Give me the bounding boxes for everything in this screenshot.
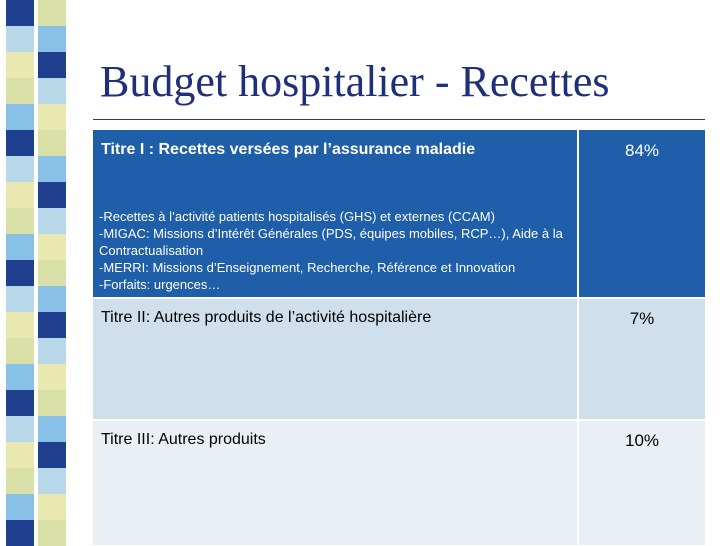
decorative-square xyxy=(38,26,66,52)
decorative-square xyxy=(6,260,34,286)
decorative-square xyxy=(38,234,66,260)
table-row xyxy=(93,299,705,419)
row-value: 7% xyxy=(629,309,655,328)
detail-line: -Recettes à l’activité patients hospitalisés (GHS) et externes (CCAM) xyxy=(99,209,495,224)
decorative-square xyxy=(38,130,66,156)
decorative-square xyxy=(6,0,34,26)
decorative-square xyxy=(6,104,34,130)
detail-line: -Forfaits: urgences… xyxy=(99,277,221,292)
row-details xyxy=(93,159,577,297)
decorative-square xyxy=(38,0,66,26)
decorative-square xyxy=(38,52,66,78)
decorative-square xyxy=(38,338,66,364)
decorative-square xyxy=(6,312,34,338)
decorative-square xyxy=(38,104,66,130)
title-underline xyxy=(93,119,705,120)
decorative-square-strip xyxy=(0,0,72,540)
decorative-square xyxy=(6,520,34,546)
decorative-square xyxy=(38,286,66,312)
slide-title: Budget hospitalier - Recettes xyxy=(100,57,610,106)
detail-line: -MIGAC: Missions d’Intérêt Générales (PDS, équipes mobiles, RCP…), Aide à la Contractualisation xyxy=(99,226,563,258)
decorative-square xyxy=(6,78,34,104)
table-row xyxy=(93,421,705,545)
decorative-square xyxy=(6,26,34,52)
decorative-square xyxy=(38,520,66,546)
decorative-square xyxy=(38,468,66,494)
table-row xyxy=(93,130,705,297)
row-value-cell xyxy=(578,299,705,419)
row-value: 10% xyxy=(624,431,660,450)
row-value-cell xyxy=(578,130,705,297)
decorative-square xyxy=(38,494,66,520)
row-label: Titre III: Autres produits xyxy=(101,431,266,448)
decorative-square xyxy=(6,286,34,312)
decorative-square xyxy=(6,208,34,234)
decorative-square xyxy=(6,52,34,78)
decorative-square xyxy=(6,130,34,156)
decorative-square xyxy=(38,208,66,234)
decorative-square xyxy=(6,390,34,416)
decorative-square xyxy=(38,260,66,286)
decorative-square xyxy=(6,468,34,494)
decorative-square xyxy=(38,364,66,390)
decorative-square xyxy=(6,338,34,364)
decorative-square xyxy=(6,182,34,208)
decorative-square xyxy=(38,156,66,182)
decorative-square xyxy=(6,494,34,520)
row-label-cell xyxy=(93,299,578,419)
decorative-square xyxy=(38,78,66,104)
decorative-square xyxy=(6,364,34,390)
row-label: Titre I : Recettes versées par l’assurance maladie xyxy=(101,141,476,158)
decorative-square xyxy=(38,416,66,442)
decorative-square xyxy=(6,234,34,260)
decorative-square xyxy=(38,442,66,468)
row-value-cell xyxy=(578,421,705,545)
detail-line: -MERRI: Missions d’Enseignement, Recherche, Référence et Innovation xyxy=(99,260,516,275)
decorative-square xyxy=(38,182,66,208)
decorative-square xyxy=(6,416,34,442)
decorative-square xyxy=(6,442,34,468)
row-label: Titre II: Autres produits de l’activité hospitalière xyxy=(101,309,432,326)
row-label-cell xyxy=(93,130,578,297)
decorative-square xyxy=(6,156,34,182)
row-label-cell xyxy=(93,421,578,545)
row-value: 84% xyxy=(624,141,660,160)
decorative-square xyxy=(38,390,66,416)
decorative-square xyxy=(38,312,66,338)
revenue-table xyxy=(93,130,705,545)
